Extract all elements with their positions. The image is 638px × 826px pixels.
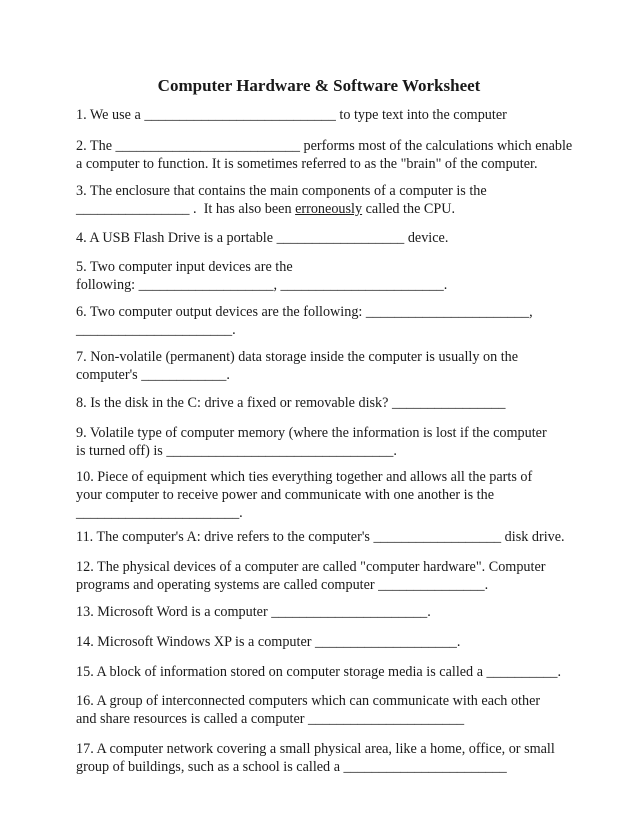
- question-13: [76, 603, 566, 621]
- question-line: 1. We use a ___________________________ to type text into the computer: [76, 107, 507, 123]
- question-17: [76, 740, 566, 776]
- question-line: 10. Piece of equipment which ties everything together and allows all the parts of: [76, 469, 533, 485]
- question-4: [76, 229, 566, 247]
- question-line: 2. The __________________________ performs most of the calculations which enable: [76, 138, 573, 154]
- question-7: [76, 348, 566, 384]
- question-text: ________________ . It has also been: [76, 201, 296, 217]
- question-line: 5. Two computer input devices are the: [76, 259, 293, 275]
- question-8: [76, 394, 566, 412]
- question-1: [76, 106, 566, 124]
- emphasis-word: erroneously: [295, 201, 363, 217]
- question-12: [76, 558, 566, 594]
- question-15: [76, 663, 566, 681]
- question-5: [76, 258, 566, 294]
- question-line: 3. The enclosure that contains the main components of a computer is the: [76, 183, 487, 199]
- question-line: group of buildings, such as a school is called a _______________________: [76, 759, 507, 775]
- question-line: 15. A block of information stored on computer storage media is called a __________.: [76, 664, 562, 680]
- question-line: [76, 200, 566, 218]
- question-line: 14. Microsoft Windows XP is a computer ____________________.: [76, 634, 461, 650]
- question-line: 7. Non-volatile (permanent) data storage inside the computer is usually on the: [76, 349, 519, 365]
- question-line: a computer to function. It is sometimes referred to as the "brain" of the computer.: [76, 156, 538, 172]
- question-text: called the CPU.: [362, 201, 456, 217]
- question-10: [76, 468, 566, 522]
- question-line: 16. A group of interconnected computers which can communicate with each other: [76, 693, 541, 709]
- question-line: _______________________.: [76, 505, 243, 521]
- question-line: following: ___________________, _______________________.: [76, 277, 448, 293]
- question-11: [76, 528, 566, 546]
- question-line: 13. Microsoft Word is a computer ______________________.: [76, 604, 431, 620]
- question-2: [76, 137, 573, 173]
- question-6: [76, 303, 566, 339]
- question-3: [76, 182, 566, 218]
- question-line: 12. The physical devices of a computer are called "computer hardware". Computer: [76, 559, 546, 575]
- question-line: computer's ____________.: [76, 367, 230, 383]
- question-line: 17. A computer network covering a small physical area, like a home, office, or small: [76, 741, 555, 757]
- question-line: is turned off) is ________________________________.: [76, 443, 397, 459]
- question-14: [76, 633, 566, 651]
- question-line: ______________________.: [76, 322, 236, 338]
- question-line: your computer to receive power and communicate with one another is the: [76, 487, 494, 503]
- question-line: 11. The computer's A: drive refers to the computer's __________________ disk drive.: [76, 529, 565, 545]
- question-line: and share resources is called a computer ______________________: [76, 711, 465, 727]
- question-line: 9. Volatile type of computer memory (where the information is lost if the computer: [76, 425, 547, 441]
- question-line: programs and operating systems are called computer _______________.: [76, 577, 489, 593]
- question-16: [76, 692, 566, 728]
- page-title: Computer Hardware & Software Worksheet: [157, 76, 481, 95]
- question-line: 6. Two computer output devices are the following: _______________________,: [76, 304, 533, 320]
- question-line: 8. Is the disk in the C: drive a fixed or removable disk? ________________: [76, 395, 506, 411]
- question-9: [76, 424, 566, 460]
- question-line: 4. A USB Flash Drive is a portable __________________ device.: [76, 230, 449, 246]
